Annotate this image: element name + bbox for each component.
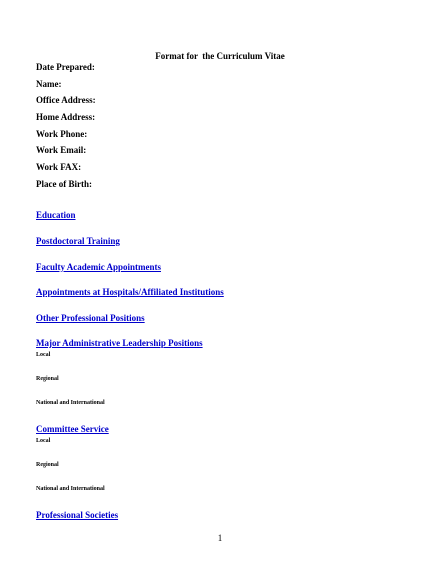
field-name: Name:: [36, 79, 62, 89]
committee-subsection-national-international: National and International: [36, 486, 105, 492]
admin-subsection-local: Local: [36, 352, 51, 358]
section-committee-service-link[interactable]: Committee Service: [36, 424, 109, 434]
admin-subsection-national-international: National and International: [36, 400, 105, 406]
field-work-fax: Work FAX:: [36, 162, 82, 172]
section-other-professional-positions-link[interactable]: Other Professional Positions: [36, 313, 145, 323]
field-work-phone: Work Phone:: [36, 129, 88, 139]
section-faculty-academic-appointments-link[interactable]: Faculty Academic Appointments: [36, 262, 161, 272]
section-major-administrative-leadership-link[interactable]: Major Administrative Leadership Positions: [36, 338, 203, 348]
field-place-of-birth: Place of Birth:: [36, 179, 92, 189]
page-number: 1: [217, 533, 223, 543]
field-office-address: Office Address:: [36, 95, 96, 105]
section-professional-societies-link[interactable]: Professional Societies: [36, 510, 119, 520]
committee-subsection-regional: Regional: [36, 462, 59, 468]
section-education-link[interactable]: Education: [36, 210, 76, 220]
committee-subsection-local: Local: [36, 438, 51, 444]
admin-subsection-regional: Regional: [36, 376, 59, 382]
field-date-prepared: Date Prepared:: [36, 62, 95, 72]
section-postdoctoral-training-link[interactable]: Postdoctoral Training: [36, 236, 120, 246]
field-work-email: Work Email:: [36, 145, 87, 155]
field-home-address: Home Address:: [36, 112, 96, 122]
document-title: Format for the Curriculum Vitae: [155, 51, 285, 61]
section-hospital-appointments-link[interactable]: Appointments at Hospitals/Affiliated Institutions: [36, 287, 224, 297]
